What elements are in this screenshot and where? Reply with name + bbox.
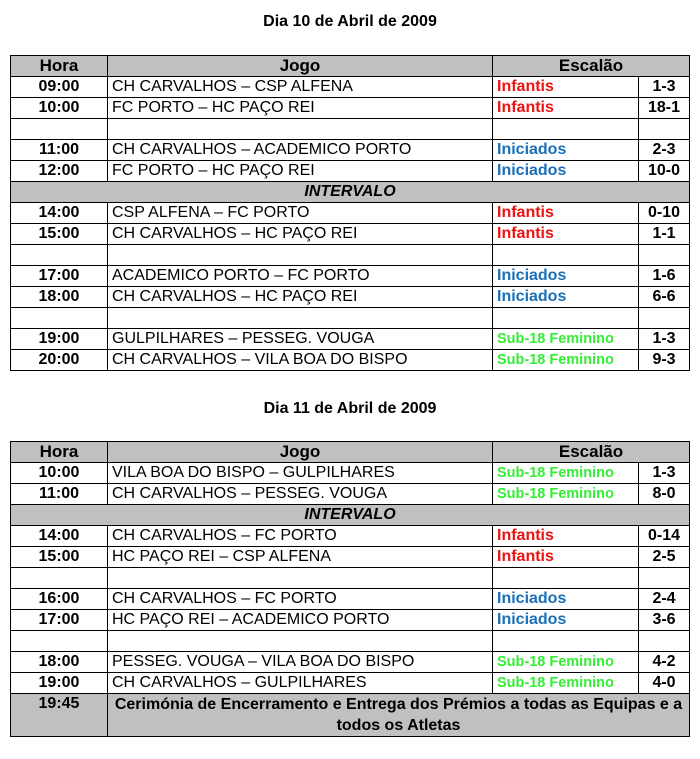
spacer-matchup bbox=[108, 568, 493, 589]
game-matchup: CH CARVALHOS – FC PORTO bbox=[108, 526, 493, 547]
game-row bbox=[11, 287, 690, 308]
spacer-matchup bbox=[108, 245, 493, 266]
header-row bbox=[11, 442, 690, 463]
game-time: 11:00 bbox=[11, 140, 108, 161]
game-score: 1-6 bbox=[639, 266, 690, 287]
game-score: 1-3 bbox=[639, 329, 690, 350]
game-time: 17:00 bbox=[11, 610, 108, 631]
spacer-category bbox=[493, 308, 639, 329]
game-score: 8-0 bbox=[639, 484, 690, 505]
game-score: 1-3 bbox=[639, 77, 690, 98]
game-time: 11:00 bbox=[11, 484, 108, 505]
spacer-score bbox=[639, 568, 690, 589]
spacer-row bbox=[11, 119, 690, 140]
game-time: 10:00 bbox=[11, 463, 108, 484]
interval-label: INTERVALO bbox=[11, 505, 690, 526]
header-jogo: Jogo bbox=[108, 442, 493, 463]
spacer-score bbox=[639, 119, 690, 140]
game-row bbox=[11, 484, 690, 505]
game-row bbox=[11, 610, 690, 631]
game-row bbox=[11, 350, 690, 371]
interval-row bbox=[11, 505, 690, 526]
game-score: 0-10 bbox=[639, 203, 690, 224]
game-time: 15:00 bbox=[11, 224, 108, 245]
game-row bbox=[11, 98, 690, 119]
game-matchup: PESSEG. VOUGA – VILA BOA DO BISPO bbox=[108, 652, 493, 673]
game-matchup: GULPILHARES – PESSEG. VOUGA bbox=[108, 329, 493, 350]
game-category: Infantis bbox=[493, 547, 639, 568]
header-row bbox=[11, 56, 690, 77]
game-matchup: HC PAÇO REI – ACADEMICO PORTO bbox=[108, 610, 493, 631]
day-1-title: Dia 10 de Abril de 2009 bbox=[263, 13, 437, 30]
spacer-time bbox=[11, 631, 108, 652]
header-jogo: Jogo bbox=[108, 56, 493, 77]
game-category: Iniciados bbox=[493, 161, 639, 182]
spacer-matchup bbox=[108, 308, 493, 329]
game-matchup: CH CARVALHOS – HC PAÇO REI bbox=[108, 287, 493, 308]
game-time: 09:00 bbox=[11, 77, 108, 98]
game-time: 14:00 bbox=[11, 203, 108, 224]
spacer-row bbox=[11, 568, 690, 589]
spacer-category bbox=[493, 631, 639, 652]
spacer-score bbox=[639, 245, 690, 266]
game-time: 18:00 bbox=[11, 287, 108, 308]
header-escalao: Escalão bbox=[493, 56, 690, 77]
spacer-row bbox=[11, 308, 690, 329]
game-score: 2-4 bbox=[639, 589, 690, 610]
spacer-category bbox=[493, 568, 639, 589]
spacer-category bbox=[493, 119, 639, 140]
game-score: 0-14 bbox=[639, 526, 690, 547]
game-matchup: FC PORTO – HC PAÇO REI bbox=[108, 161, 493, 182]
game-category: Sub-18 Feminino bbox=[493, 484, 639, 505]
game-category: Sub-18 Feminino bbox=[493, 463, 639, 484]
game-score: 10-0 bbox=[639, 161, 690, 182]
game-score: 18-1 bbox=[639, 98, 690, 119]
closing-time: 19:45 bbox=[11, 694, 108, 737]
header-hora: Hora bbox=[11, 56, 108, 77]
spacer-score bbox=[639, 631, 690, 652]
closing-text: Cerimónia de Encerramento e Entrega dos Prémios a todas as Equipas e a todos os Atletas bbox=[108, 694, 690, 737]
game-time: 14:00 bbox=[11, 526, 108, 547]
game-category: Iniciados bbox=[493, 140, 639, 161]
game-category: Iniciados bbox=[493, 287, 639, 308]
game-row bbox=[11, 161, 690, 182]
game-matchup: CH CARVALHOS – GULPILHARES bbox=[108, 673, 493, 694]
game-category: Infantis bbox=[493, 98, 639, 119]
schedule-table-day-2 bbox=[10, 441, 690, 737]
game-time: 12:00 bbox=[11, 161, 108, 182]
interval-row bbox=[11, 182, 690, 203]
spacer-category bbox=[493, 245, 639, 266]
game-time: 17:00 bbox=[11, 266, 108, 287]
game-row bbox=[11, 140, 690, 161]
game-category: Infantis bbox=[493, 77, 639, 98]
game-matchup: CSP ALFENA – FC PORTO bbox=[108, 203, 493, 224]
game-matchup: CH CARVALHOS – HC PAÇO REI bbox=[108, 224, 493, 245]
game-score: 9-3 bbox=[639, 350, 690, 371]
game-time: 20:00 bbox=[11, 350, 108, 371]
game-time: 15:00 bbox=[11, 547, 108, 568]
spacer-row bbox=[11, 631, 690, 652]
spacer-time bbox=[11, 308, 108, 329]
game-row bbox=[11, 203, 690, 224]
game-matchup: FC PORTO – HC PAÇO REI bbox=[108, 98, 493, 119]
day-2-title: Dia 11 de Abril de 2009 bbox=[263, 400, 437, 417]
spacer-time bbox=[11, 245, 108, 266]
game-score: 2-5 bbox=[639, 547, 690, 568]
game-row bbox=[11, 673, 690, 694]
game-score: 3-6 bbox=[639, 610, 690, 631]
game-row bbox=[11, 224, 690, 245]
game-time: 19:00 bbox=[11, 329, 108, 350]
game-time: 10:00 bbox=[11, 98, 108, 119]
closing-ceremony-row bbox=[11, 694, 690, 737]
header-hora: Hora bbox=[11, 442, 108, 463]
game-row bbox=[11, 266, 690, 287]
game-category: Sub-18 Feminino bbox=[493, 673, 639, 694]
game-category: Iniciados bbox=[493, 610, 639, 631]
game-matchup: VILA BOA DO BISPO – GULPILHARES bbox=[108, 463, 493, 484]
game-score: 1-3 bbox=[639, 463, 690, 484]
spacer-matchup bbox=[108, 119, 493, 140]
game-time: 16:00 bbox=[11, 589, 108, 610]
spacer-time bbox=[11, 568, 108, 589]
game-matchup: CH CARVALHOS – VILA BOA DO BISPO bbox=[108, 350, 493, 371]
game-category: Iniciados bbox=[493, 589, 639, 610]
game-row bbox=[11, 77, 690, 98]
game-score: 1-1 bbox=[639, 224, 690, 245]
header-escalao: Escalão bbox=[493, 442, 690, 463]
interval-label: INTERVALO bbox=[11, 182, 690, 203]
game-category: Sub-18 Feminino bbox=[493, 329, 639, 350]
game-matchup: CH CARVALHOS – CSP ALFENA bbox=[108, 77, 493, 98]
game-category: Infantis bbox=[493, 526, 639, 547]
game-category: Sub-18 Feminino bbox=[493, 652, 639, 673]
game-matchup: ACADEMICO PORTO – FC PORTO bbox=[108, 266, 493, 287]
game-score: 4-2 bbox=[639, 652, 690, 673]
spacer-time bbox=[11, 119, 108, 140]
game-category: Sub-18 Feminino bbox=[493, 350, 639, 371]
game-row bbox=[11, 526, 690, 547]
spacer-row bbox=[11, 245, 690, 266]
game-matchup: CH CARVALHOS – PESSEG. VOUGA bbox=[108, 484, 493, 505]
game-matchup: CH CARVALHOS – ACADEMICO PORTO bbox=[108, 140, 493, 161]
spacer-score bbox=[639, 308, 690, 329]
spacer-matchup bbox=[108, 631, 493, 652]
schedule-table-day-1 bbox=[10, 55, 690, 371]
game-row bbox=[11, 652, 690, 673]
game-row bbox=[11, 329, 690, 350]
game-category: Infantis bbox=[493, 224, 639, 245]
game-row bbox=[11, 463, 690, 484]
game-row bbox=[11, 547, 690, 568]
game-score: 2-3 bbox=[639, 140, 690, 161]
game-category: Iniciados bbox=[493, 266, 639, 287]
game-time: 19:00 bbox=[11, 673, 108, 694]
game-matchup: CH CARVALHOS – FC PORTO bbox=[108, 589, 493, 610]
game-row bbox=[11, 589, 690, 610]
game-score: 6-6 bbox=[639, 287, 690, 308]
game-score: 4-0 bbox=[639, 673, 690, 694]
game-matchup: HC PAÇO REI – CSP ALFENA bbox=[108, 547, 493, 568]
game-time: 18:00 bbox=[11, 652, 108, 673]
game-category: Infantis bbox=[493, 203, 639, 224]
